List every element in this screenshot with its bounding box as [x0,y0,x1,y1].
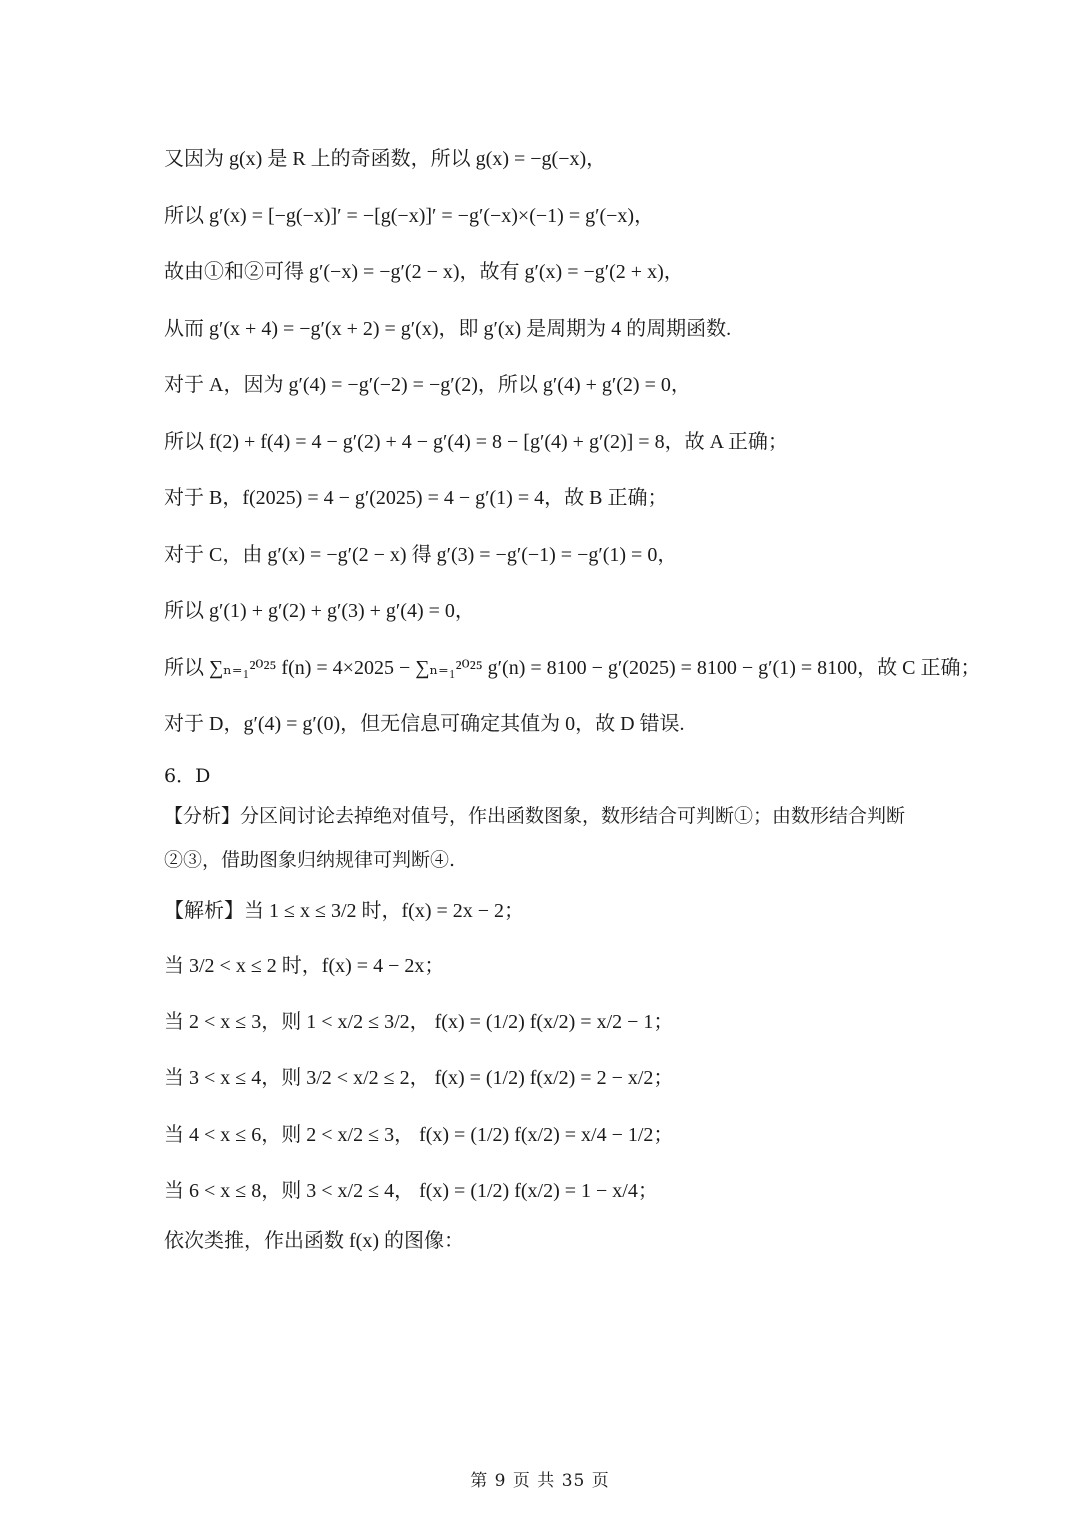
text-line: 对于 C，由 g′(x) = −g′(2 − x) 得 g′(3) = −g′(−1) = −g′(1) = 0， [164,544,678,566]
page-footer: 第 9 页 共 35 页 [470,1471,610,1491]
text-line: 所以 g′(x) = [−g(−x)]′ = −[g(−x)]′ = −g′(−x)×(−1) = g′(−x)， [164,205,655,227]
solution-text: 当 2 < x ≤ 3，则 1 < x/2 ≤ 3/2， f(x) = (1/2) f(x/2) = x/2 − 1； [164,1011,674,1033]
text-line: 又因为 g(x) 是 R 上的奇函数，所以 g(x) = −g(−x)， [164,148,607,170]
analysis-text: 【分析】分区间讨论去掉绝对值号，作出函数图象，数形结合可判断①；由数形结合判断 [164,805,906,827]
solution-text: 依次类推，作出函数 f(x) 的图像： [164,1230,464,1252]
text-line: 所以 ∑ₙ₌₁²⁰²⁵ f(n) = 4×2025 − ∑ₙ₌₁²⁰²⁵ g′(n) = 8100 − g′(2025) = 8100 − g′(1) = 8100，故 C 正确； [164,657,981,679]
text-line: 从而 g′(x + 4) = −g′(x + 2) = g′(x)，即 g′(x) 是周期为 4 的周期函数. [164,318,732,340]
text-line: 所以 g′(1) + g′(2) + g′(3) + g′(4) = 0， [164,600,475,622]
text-line: 对于 B，f(2025) = 4 − g′(2025) = 4 − g′(1) = 4，故 B 正确； [164,487,668,509]
solution-text: 当 4 < x ≤ 6，则 2 < x/2 ≤ 3， f(x) = (1/2) f(x/2) = x/4 − 1/2； [164,1124,674,1146]
text-line: 对于 A，因为 g′(4) = −g′(−2) = −g′(2)，所以 g′(4) + g′(2) = 0， [164,374,691,396]
text-line: 对于 D，g′(4) = g′(0)，但无信息可确定其值为 0，故 D 错误. [164,713,685,735]
solution-text: 当 3/2 < x ≤ 2 时，f(x) = 4 − 2x； [164,955,445,977]
analysis-text: ②③，借助图象归纳规律可判断④. [164,849,456,871]
text-line: 故由①和②可得 g′(−x) = −g′(2 − x)，故有 g′(x) = −g′(2 + x)， [164,261,684,283]
solution-text: 【解析】当 1 ≤ x ≤ 3/2 时，f(x) = 2x − 2； [164,900,525,922]
text-line: 所以 f(2) + f(4) = 4 − g′(2) + 4 − g′(4) = 8 − [g′(4) + g′(2)] = 8，故 A 正确； [164,431,788,453]
question-number: 6．D [164,765,211,787]
solution-text: 当 3 < x ≤ 4，则 3/2 < x/2 ≤ 2， f(x) = (1/2) f(x/2) = 2 − x/2； [164,1067,674,1089]
solution-text: 当 6 < x ≤ 8，则 3 < x/2 ≤ 4， f(x) = (1/2) f(x/2) = 1 − x/4； [164,1180,658,1202]
